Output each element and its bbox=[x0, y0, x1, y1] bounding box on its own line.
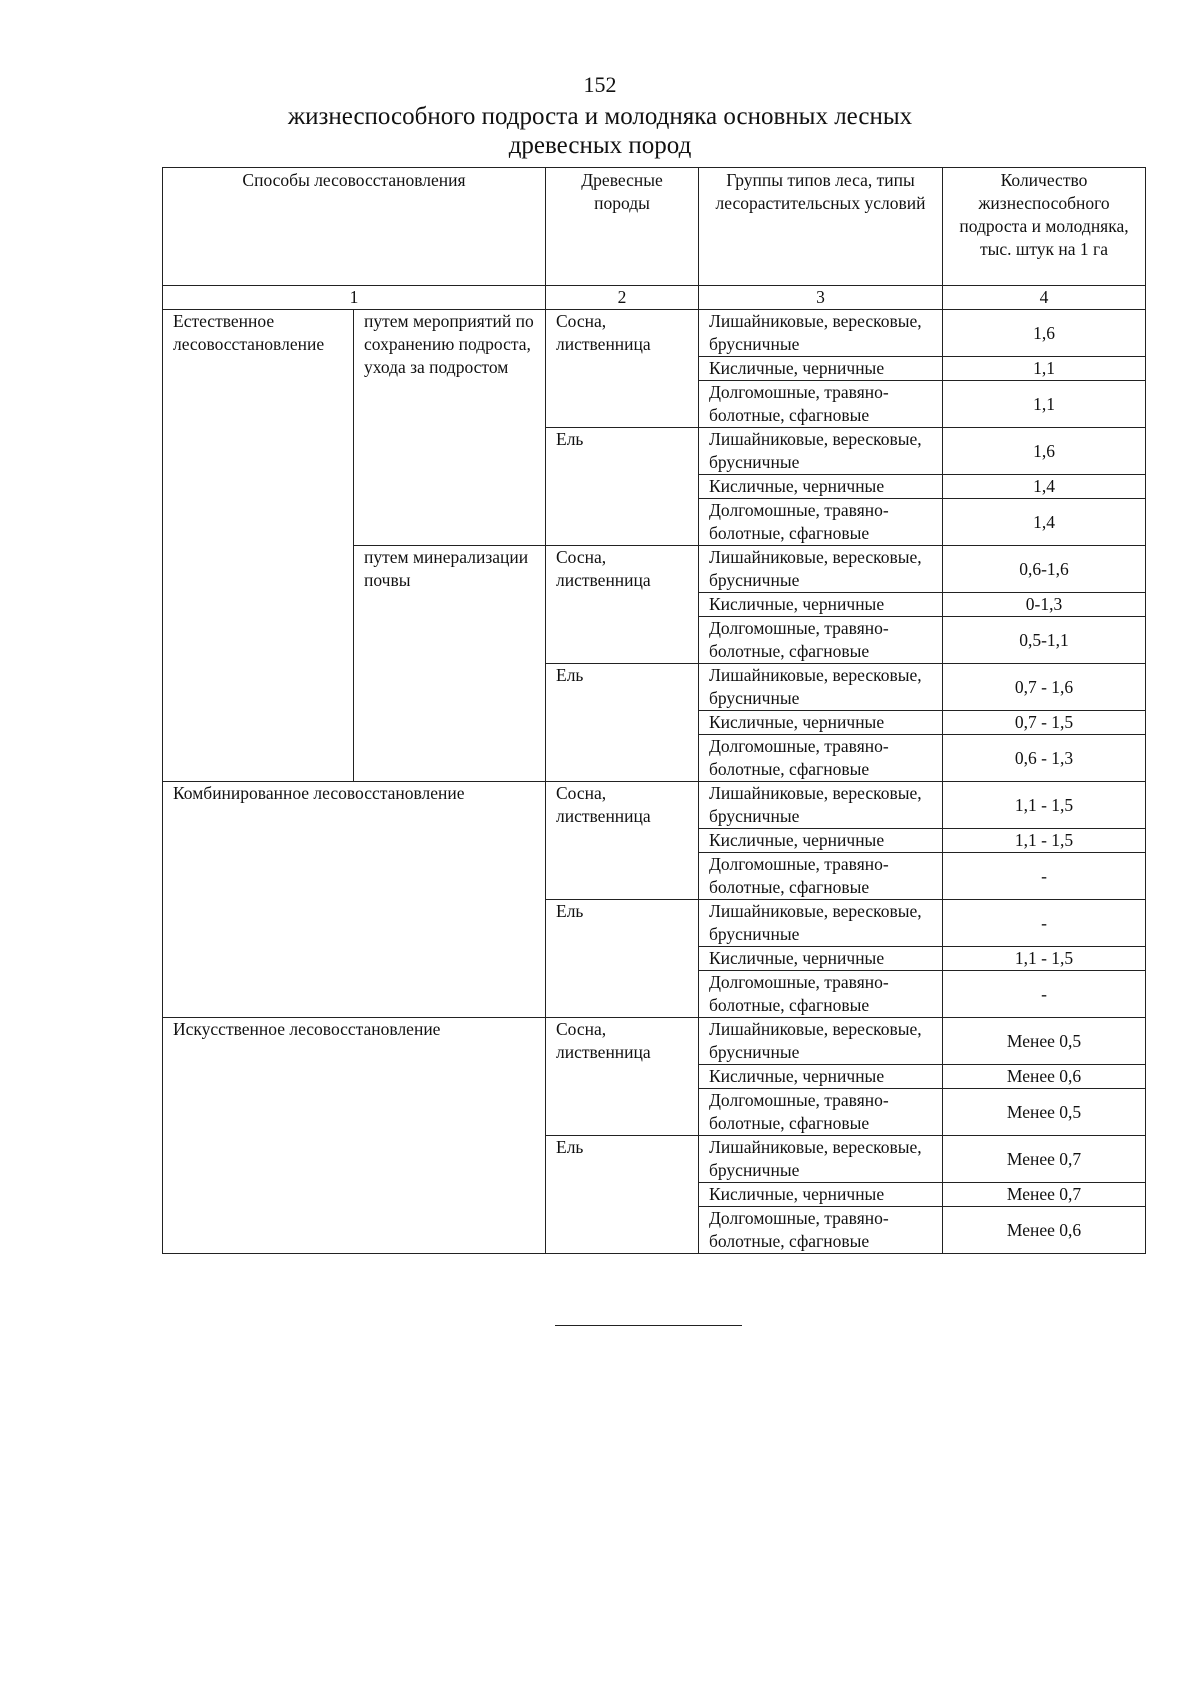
quantity-cell: 1,1 bbox=[943, 357, 1146, 381]
method-natural-soil: путем минерализации почвы bbox=[354, 546, 546, 782]
forest-type-cell: Долгомошные, травяно-болотные, сфагновые bbox=[699, 735, 943, 782]
forest-type-cell: Лишайниковые, вересковые, брусничные bbox=[699, 428, 943, 475]
forest-type-cell: Кисличные, черничные bbox=[699, 1065, 943, 1089]
forest-type-cell: Лишайниковые, вересковые, брусничные bbox=[699, 546, 943, 593]
method-natural-care: путем мероприятий по сохранению подроста, ухода за подростом bbox=[354, 310, 546, 546]
forest-type-cell: Долгомошные, травяно-болотные, сфагновые bbox=[699, 971, 943, 1018]
forest-type-cell: Кисличные, черничные bbox=[699, 947, 943, 971]
forest-type-cell: Лишайниковые, вересковые, брусничные bbox=[699, 782, 943, 829]
species-cell: Сосна, лиственница bbox=[546, 782, 699, 900]
quantity-cell: 1,4 bbox=[943, 499, 1146, 546]
header-methods: Способы лесовосстановления bbox=[163, 168, 546, 286]
regeneration-table bbox=[162, 167, 1146, 1254]
quantity-cell: 0,7 - 1,5 bbox=[943, 711, 1146, 735]
quantity-cell: Менее 0,7 bbox=[943, 1183, 1146, 1207]
species-cell: Сосна, лиственница bbox=[546, 310, 699, 428]
column-number: 2 bbox=[546, 286, 699, 310]
title-line-1: жизнеспособного подроста и молодняка основных лесных bbox=[287, 103, 913, 130]
title-line-2: древесных пород bbox=[508, 132, 692, 159]
forest-type-cell: Лишайниковые, вересковые, брусничные bbox=[699, 900, 943, 947]
forest-type-cell: Кисличные, черничные bbox=[699, 829, 943, 853]
quantity-cell: 1,1 - 1,5 bbox=[943, 782, 1146, 829]
quantity-cell: 0,6-1,6 bbox=[943, 546, 1146, 593]
quantity-cell: 1,6 bbox=[943, 428, 1146, 475]
quantity-cell: 1,1 bbox=[943, 381, 1146, 428]
method-combined: Комбинированное лесовосстановление bbox=[163, 782, 546, 1018]
forest-type-cell: Лишайниковые, вересковые, брусничные bbox=[699, 1136, 943, 1183]
forest-type-cell: Долгомошные, травяно-болотные, сфагновые bbox=[699, 381, 943, 428]
quantity-cell: 0-1,3 bbox=[943, 593, 1146, 617]
species-cell: Ель bbox=[546, 1136, 699, 1254]
quantity-cell: Менее 0,7 bbox=[943, 1136, 1146, 1183]
column-number: 1 bbox=[163, 286, 546, 310]
column-number-row bbox=[163, 286, 1146, 310]
forest-type-cell: Долгомошные, травяно-болотные, сфагновые bbox=[699, 853, 943, 900]
forest-type-cell: Лишайниковые, вересковые, брусничные bbox=[699, 664, 943, 711]
quantity-cell: Менее 0,6 bbox=[943, 1207, 1146, 1254]
table-row bbox=[163, 782, 1146, 829]
species-cell: Сосна, лиственница bbox=[546, 1018, 699, 1136]
quantity-cell: Менее 0,5 bbox=[943, 1089, 1146, 1136]
forest-type-cell: Кисличные, черничные bbox=[699, 357, 943, 381]
quantity-cell: 0,5-1,1 bbox=[943, 617, 1146, 664]
quantity-cell: 1,6 bbox=[943, 310, 1146, 357]
quantity-cell: 0,7 - 1,6 bbox=[943, 664, 1146, 711]
forest-type-cell: Лишайниковые, вересковые, брусничные bbox=[699, 1018, 943, 1065]
header-species: Древесные породы bbox=[546, 168, 699, 286]
species-cell: Ель bbox=[546, 900, 699, 1018]
quantity-cell: - bbox=[943, 853, 1146, 900]
table-row bbox=[163, 1018, 1146, 1065]
forest-type-cell: Долгомошные, травяно-болотные, сфагновые bbox=[699, 499, 943, 546]
column-number: 3 bbox=[699, 286, 943, 310]
quantity-cell: 1,1 - 1,5 bbox=[943, 947, 1146, 971]
table-row bbox=[163, 310, 1146, 357]
species-cell: Ель bbox=[546, 428, 699, 546]
quantity-cell: Менее 0,6 bbox=[943, 1065, 1146, 1089]
column-number: 4 bbox=[943, 286, 1146, 310]
quantity-cell: - bbox=[943, 971, 1146, 1018]
header-forest-types: Группы типов леса, типы лесорастительсных условий bbox=[699, 168, 943, 286]
method-natural: Естественное лесовосстановление bbox=[163, 310, 354, 782]
method-artificial: Искусственное лесовосстановление bbox=[163, 1018, 546, 1254]
forest-type-cell: Кисличные, черничные bbox=[699, 1183, 943, 1207]
quantity-cell: 1,4 bbox=[943, 475, 1146, 499]
forest-type-cell: Долгомошные, травяно-болотные, сфагновые bbox=[699, 1089, 943, 1136]
forest-type-cell: Долгомошные, травяно-болотные, сфагновые bbox=[699, 617, 943, 664]
header-quantity: Количество жизнеспособного подроста и молодняка, тыс. штук на 1 га bbox=[943, 168, 1146, 286]
table-title bbox=[0, 102, 1200, 160]
quantity-cell: 1,1 - 1,5 bbox=[943, 829, 1146, 853]
end-separator-line bbox=[555, 1325, 742, 1326]
forest-type-cell: Кисличные, черничные bbox=[699, 711, 943, 735]
quantity-cell: - bbox=[943, 900, 1146, 947]
page-number: 152 bbox=[583, 72, 617, 97]
quantity-cell: Менее 0,5 bbox=[943, 1018, 1146, 1065]
forest-type-cell: Кисличные, черничные bbox=[699, 475, 943, 499]
forest-type-cell: Лишайниковые, вересковые, брусничные bbox=[699, 310, 943, 357]
quantity-cell: 0,6 - 1,3 bbox=[943, 735, 1146, 782]
forest-type-cell: Долгомошные, травяно-болотные, сфагновые bbox=[699, 1207, 943, 1254]
species-cell: Сосна, лиственница bbox=[546, 546, 699, 664]
header-row bbox=[163, 168, 1146, 286]
species-cell: Ель bbox=[546, 664, 699, 782]
forest-type-cell: Кисличные, черничные bbox=[699, 593, 943, 617]
